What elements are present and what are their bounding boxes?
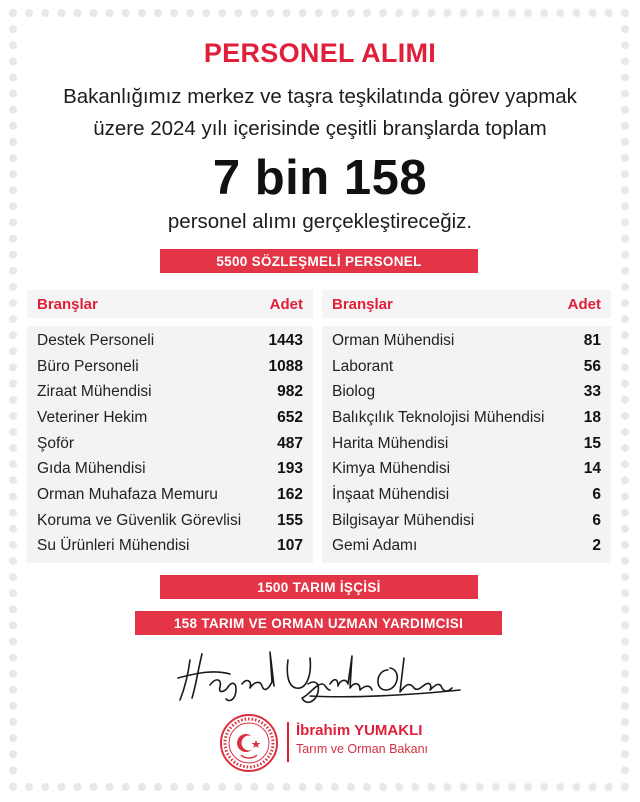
table-row (322, 456, 611, 482)
table-header (27, 290, 313, 318)
table-row (322, 354, 611, 380)
ministry-seal-icon (219, 713, 279, 773)
table-row (322, 431, 611, 457)
branch-name: Destek Personeli (37, 331, 155, 349)
table-row (27, 482, 313, 508)
table-row (27, 508, 313, 534)
branch-name: Bilgisayar Mühendisi (332, 511, 475, 529)
branch-count: 18 (583, 408, 601, 426)
page-title: PERSONEL ALIMI (203, 38, 437, 68)
table-row (322, 534, 611, 560)
intro-line-1: Bakanlığımız merkez ve taşra teşkilatında görev yapmak (63, 85, 577, 108)
branch-name: Orman Muhafaza Memuru (37, 485, 218, 503)
branch-name: Kimya Mühendisi (332, 460, 451, 478)
table-row (322, 482, 611, 508)
branch-name: Biolog (332, 383, 376, 401)
branch-count: 107 (277, 537, 303, 555)
branch-name: Ziraat Mühendisi (37, 383, 152, 401)
branch-count: 162 (277, 485, 303, 503)
branch-name: Balıkçılık Teknolojisi Mühendisi (332, 408, 545, 426)
branch-count: 193 (277, 460, 303, 478)
right-branch-table (322, 290, 611, 563)
branch-name: Orman Mühendisi (332, 331, 455, 349)
branch-name: Laborant (332, 357, 394, 375)
branch-name: Büro Personeli (37, 357, 139, 375)
handwritten-signature (170, 640, 470, 710)
branch-name: Su Ürünleri Mühendisi (37, 537, 190, 555)
branch-count: 81 (583, 331, 601, 349)
branch-count: 6 (592, 511, 601, 529)
header-count: Adet (269, 295, 303, 313)
branch-count: 33 (583, 383, 601, 401)
table-row (27, 431, 313, 457)
branch-name: Şoför (37, 434, 75, 452)
branch-name: Veteriner Hekim (37, 408, 148, 426)
minister-title: Tarım ve Orman Bakanı (296, 742, 428, 756)
branch-count: 487 (277, 434, 303, 452)
workers-band: 1500 TARIM İŞÇİSİ (160, 575, 478, 599)
table-row (322, 508, 611, 534)
minister-name: İbrahim YUMAKLI (296, 722, 423, 739)
table-row (27, 534, 313, 560)
branch-name: Gıda Mühendisi (37, 460, 146, 478)
minister-separator (287, 722, 289, 762)
total-count-headline: 7 bin 158 (212, 151, 428, 205)
branch-name: Harita Mühendisi (332, 434, 449, 452)
branch-count: 982 (277, 383, 303, 401)
table-body (322, 326, 611, 563)
branch-count: 6 (592, 485, 601, 503)
table-row (322, 379, 611, 405)
branch-name: İnşaat Mühendisi (332, 485, 450, 503)
table-body (27, 326, 313, 563)
branch-count: 2 (592, 537, 601, 555)
contract-personnel-band: 5500 SÖZLEŞMELİ PERSONEL (160, 249, 478, 273)
intro-line-2: üzere 2024 yılı içerisinde çeşitli branşlarda toplam (93, 117, 547, 140)
branch-count: 652 (277, 408, 303, 426)
branch-count: 1088 (268, 357, 303, 375)
branch-count: 155 (277, 511, 303, 529)
branch-name: Koruma ve Güvenlik Görevlisi (37, 511, 242, 529)
table-row (322, 405, 611, 431)
branch-count: 15 (583, 434, 601, 452)
table-row (27, 354, 313, 380)
header-branch: Branşlar (37, 295, 98, 313)
table-row (27, 456, 313, 482)
left-branch-table (27, 290, 313, 563)
table-row (27, 379, 313, 405)
header-branch: Branşlar (332, 295, 393, 313)
minister-block (296, 722, 428, 756)
header-count: Adet (567, 295, 601, 313)
table-row (27, 328, 313, 354)
table-header (322, 290, 611, 318)
table-row (322, 328, 611, 354)
table-row (27, 405, 313, 431)
experts-band: 158 TARIM VE ORMAN UZMAN YARDIMCISI (135, 611, 502, 635)
branch-count: 14 (583, 460, 601, 478)
intro-line-3: personel alımı gerçekleştireceğiz. (167, 210, 473, 233)
branch-count: 1443 (268, 331, 303, 349)
branch-count: 56 (583, 357, 601, 375)
branch-name: Gemi Adamı (332, 537, 418, 555)
